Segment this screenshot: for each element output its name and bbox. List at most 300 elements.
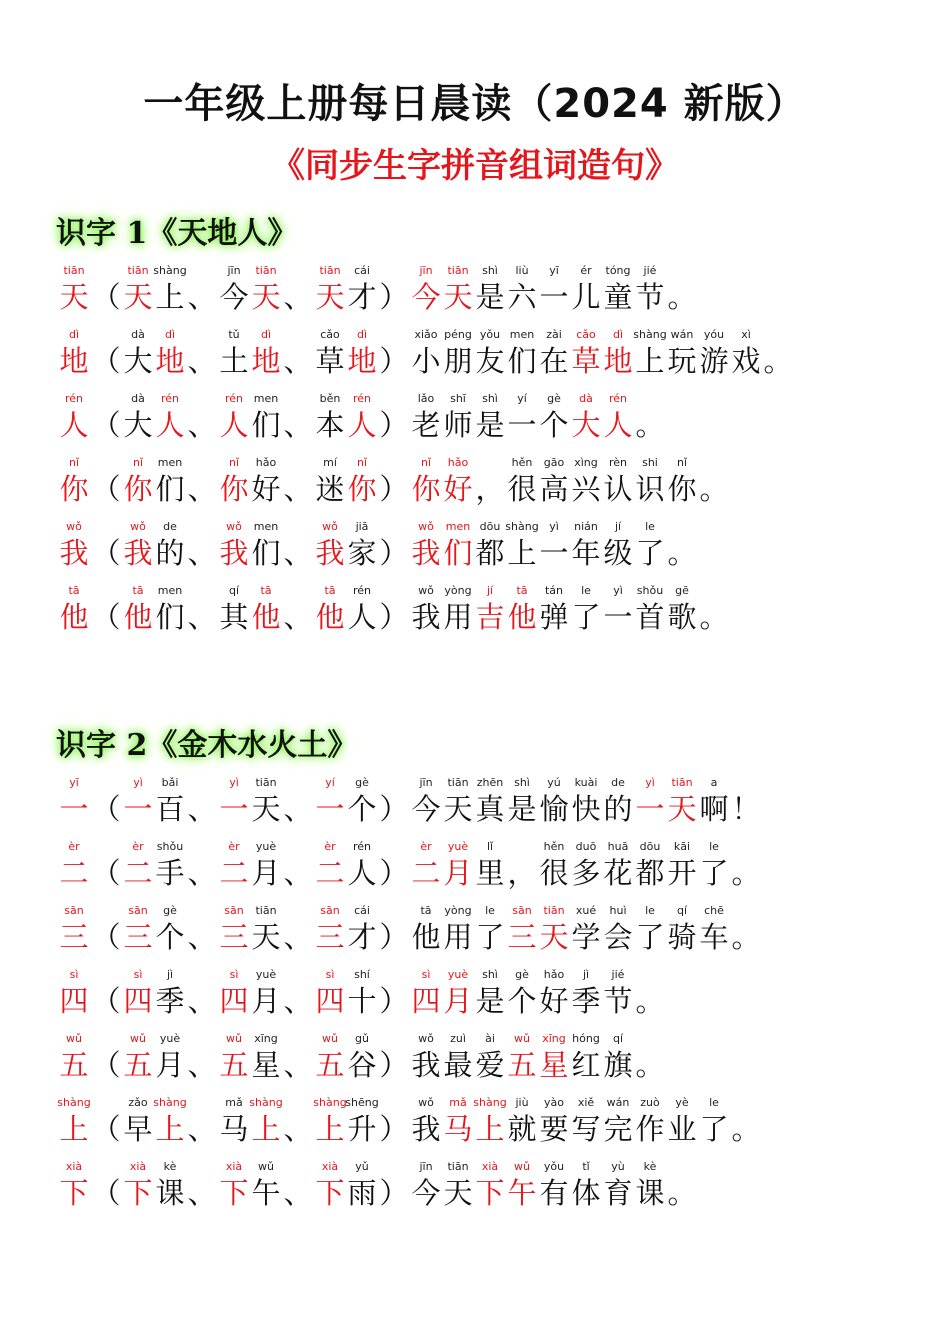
- highlighted-character: [58, 1158, 90, 1210]
- close-paren-mark: ）: [379, 536, 409, 570]
- pinyin: tiān: [543, 904, 565, 917]
- hanzi: 一: [539, 280, 569, 314]
- character: [346, 582, 378, 634]
- pinyin: gāo: [543, 456, 565, 469]
- hanzi: 们: [155, 472, 185, 506]
- pinyin: rén: [352, 840, 372, 853]
- pinyin: gè: [163, 904, 177, 917]
- hanzi: 二: [315, 856, 345, 890]
- vocab-line: [0, 1158, 950, 1222]
- character: [698, 1094, 730, 1146]
- character: [346, 902, 378, 954]
- hanzi: 下: [123, 1176, 153, 1210]
- hanzi: 三: [123, 920, 153, 954]
- open-paren-mark: （: [91, 1112, 121, 1146]
- pinyin: xià: [65, 1160, 83, 1173]
- highlighted-character: [58, 582, 90, 634]
- enum-comma-mark: 、: [187, 344, 217, 378]
- hanzi: 谷: [347, 1048, 377, 1082]
- hanzi: 天: [539, 920, 569, 954]
- open-paren-mark: （: [91, 408, 121, 442]
- enum-comma-mark: 、: [283, 920, 313, 954]
- pinyin: huì: [609, 904, 627, 917]
- pinyin: sì: [229, 968, 239, 981]
- pinyin: jié: [643, 264, 657, 277]
- enum-comma-mark: 、: [283, 408, 313, 442]
- pinyin: xīng: [254, 1032, 278, 1045]
- pinyin: wǒ: [418, 584, 434, 597]
- hanzi: 车: [699, 920, 729, 954]
- hanzi: 季: [571, 984, 601, 1018]
- hanzi: 人: [347, 408, 377, 442]
- hanzi: 其: [219, 600, 249, 634]
- hanzi: 戏: [731, 344, 761, 378]
- hanzi: 上: [155, 1112, 185, 1146]
- hanzi: 人: [219, 408, 249, 442]
- open-paren-mark: （: [91, 600, 121, 634]
- pinyin: rén: [160, 392, 180, 405]
- hanzi: 一: [315, 792, 345, 826]
- pinyin: shàng: [313, 1096, 347, 1109]
- pinyin: shàng: [473, 1096, 507, 1109]
- hanzi: 他: [507, 600, 537, 634]
- hanzi: 我: [315, 536, 345, 570]
- character: [346, 518, 378, 570]
- hanzi: 老: [411, 408, 441, 442]
- close-paren-mark: ）: [379, 280, 409, 314]
- hanzi: 上: [155, 280, 185, 314]
- pinyin: jīn: [419, 776, 433, 789]
- pinyin: gè: [355, 776, 369, 789]
- pinyin: men: [509, 328, 535, 341]
- hanzi: 了: [571, 600, 601, 634]
- pinyin: èr: [68, 840, 80, 853]
- hanzi: 五: [315, 1048, 345, 1082]
- pinyin: shàng: [57, 1096, 91, 1109]
- pinyin: rén: [608, 392, 628, 405]
- enum-comma-mark: 、: [283, 280, 313, 314]
- pinyin: cǎo: [576, 328, 596, 341]
- pinyin: zài: [546, 328, 562, 341]
- hanzi: 五: [219, 1048, 249, 1082]
- hanzi: 天: [251, 920, 281, 954]
- hanzi: 五: [59, 1048, 89, 1082]
- pinyin: xīng: [542, 1032, 566, 1045]
- hanzi: 上: [315, 1112, 345, 1146]
- vocab-line: [0, 838, 950, 902]
- character: [698, 774, 730, 826]
- pinyin: ér: [580, 264, 592, 277]
- hanzi: 你: [59, 472, 89, 506]
- hanzi: 地: [251, 344, 281, 378]
- hanzi: 地: [347, 344, 377, 378]
- pinyin: tiān: [447, 264, 469, 277]
- hanzi: 午: [251, 1176, 281, 1210]
- pinyin: wǔ: [226, 1032, 242, 1045]
- pinyin: xià: [481, 1160, 499, 1173]
- hanzi: 家: [347, 536, 377, 570]
- hanzi: 草: [571, 344, 601, 378]
- vocab-line: [0, 326, 950, 390]
- pinyin: gē: [675, 584, 689, 597]
- period-mark: 。: [667, 280, 697, 314]
- hanzi: 都: [475, 536, 505, 570]
- hanzi: 高: [539, 472, 569, 506]
- hanzi: 他: [251, 600, 281, 634]
- pinyin: jīn: [419, 1160, 433, 1173]
- pinyin: wǔ: [514, 1160, 530, 1173]
- pinyin: yì: [645, 776, 655, 789]
- pinyin: sān: [128, 904, 148, 917]
- hanzi: 游: [699, 344, 729, 378]
- pinyin: le: [709, 1096, 719, 1109]
- character: [250, 454, 282, 506]
- pinyin: shī: [450, 392, 466, 405]
- pinyin: shi: [642, 456, 658, 469]
- hanzi: 手: [155, 856, 185, 890]
- hanzi: 地: [59, 344, 89, 378]
- pinyin: èr: [132, 840, 144, 853]
- pinyin: hǎo: [255, 456, 277, 469]
- pinyin: nǐ: [132, 456, 144, 469]
- hanzi: 开: [667, 856, 697, 890]
- character: [154, 966, 186, 1018]
- pinyin: dì: [612, 328, 624, 341]
- character: [474, 838, 506, 890]
- hanzi: 作: [635, 1112, 665, 1146]
- pinyin: jì: [166, 968, 174, 981]
- hanzi: 儿: [571, 280, 601, 314]
- pinyin: wǔ: [322, 1032, 338, 1045]
- pinyin: lǎo: [417, 392, 435, 405]
- pinyin: yuè: [255, 968, 277, 981]
- hanzi: 上: [507, 536, 537, 570]
- pinyin: mí: [323, 456, 337, 469]
- hanzi: 年: [571, 536, 601, 570]
- pinyin: yòng: [444, 904, 472, 917]
- enum-comma-mark: 、: [187, 1112, 217, 1146]
- open-paren-mark: （: [91, 280, 121, 314]
- vocab-line: [0, 518, 950, 582]
- pinyin: yuè: [255, 840, 277, 853]
- pinyin: nǐ: [356, 456, 368, 469]
- pinyin: qí: [612, 1032, 624, 1045]
- pinyin: gè: [515, 968, 529, 981]
- pinyin: sān: [64, 904, 84, 917]
- hanzi: 用: [443, 600, 473, 634]
- enum-comma-mark: 、: [283, 536, 313, 570]
- hanzi: 他: [59, 600, 89, 634]
- pinyin: men: [157, 584, 183, 597]
- pinyin: zuì: [450, 1032, 466, 1045]
- pinyin: hěn: [511, 456, 533, 469]
- hanzi: 首: [635, 600, 665, 634]
- close-paren-mark: ）: [379, 1176, 409, 1210]
- highlighted-character: [58, 902, 90, 954]
- pinyin: kuài: [574, 776, 598, 789]
- hanzi: 们: [507, 344, 537, 378]
- hanzi: 今: [411, 792, 441, 826]
- pinyin: yú: [547, 776, 561, 789]
- hanzi: 才: [347, 920, 377, 954]
- pinyin: men: [445, 520, 471, 533]
- highlighted-character: [442, 454, 474, 506]
- pinyin: dì: [356, 328, 368, 341]
- period-mark: 。: [699, 600, 729, 634]
- pinyin: qí: [228, 584, 240, 597]
- pinyin: hǎo: [447, 456, 469, 469]
- hanzi: 学: [571, 920, 601, 954]
- period-mark: 。: [731, 920, 761, 954]
- pinyin: dì: [68, 328, 80, 341]
- pinyin: rén: [352, 584, 372, 597]
- enum-comma-mark: 、: [187, 280, 217, 314]
- hanzi: 骑: [667, 920, 697, 954]
- hanzi: 他: [315, 600, 345, 634]
- character: [154, 838, 186, 890]
- hanzi: 最: [443, 1048, 473, 1082]
- hanzi: 月: [251, 856, 281, 890]
- hanzi: 人: [347, 600, 377, 634]
- period-mark: 。: [731, 856, 761, 890]
- hanzi: 百: [155, 792, 185, 826]
- pinyin: shēng: [345, 1096, 379, 1109]
- pinyin: xià: [129, 1160, 147, 1173]
- pinyin: yí: [517, 392, 527, 405]
- pinyin: gè: [547, 392, 561, 405]
- pinyin: wǔ: [130, 1032, 146, 1045]
- hanzi: 都: [635, 856, 665, 890]
- pinyin: yòng: [444, 584, 472, 597]
- pinyin: shàng: [249, 1096, 283, 1109]
- page-subtitle: 《同步生字拼音组词造句》: [271, 146, 679, 186]
- pinyin: tóng: [605, 264, 631, 277]
- hanzi: 个: [347, 792, 377, 826]
- hanzi: 了: [635, 536, 665, 570]
- hanzi: 季: [155, 984, 185, 1018]
- character: [602, 966, 634, 1018]
- pinyin: shì: [482, 968, 498, 981]
- hanzi: 个: [507, 984, 537, 1018]
- character: [346, 838, 378, 890]
- pinyin: sān: [512, 904, 532, 917]
- pinyin: tiān: [255, 904, 277, 917]
- character: [602, 1030, 634, 1082]
- pinyin: shì: [482, 264, 498, 277]
- pinyin: tiān: [447, 1160, 469, 1173]
- pinyin: le: [709, 840, 719, 853]
- pinyin: gǔ: [355, 1032, 369, 1045]
- hanzi: 了: [699, 1112, 729, 1146]
- hanzi: 愉: [539, 792, 569, 826]
- hanzi: 很: [507, 472, 537, 506]
- hanzi: 五: [507, 1048, 537, 1082]
- pinyin: yào: [544, 1096, 564, 1109]
- highlighted-character: [346, 326, 378, 378]
- hanzi: 午: [507, 1176, 537, 1210]
- pinyin: běn: [319, 392, 341, 405]
- pinyin: yǔ: [355, 1160, 369, 1173]
- hanzi: 天: [123, 280, 153, 314]
- hanzi: 升: [347, 1112, 377, 1146]
- open-paren-mark: （: [91, 856, 121, 890]
- hanzi: 会: [603, 920, 633, 954]
- hanzi: 四: [411, 984, 441, 1018]
- open-paren-mark: （: [91, 1176, 121, 1210]
- hanzi: 大: [123, 344, 153, 378]
- period-mark: 。: [667, 536, 697, 570]
- hanzi: 我: [411, 536, 441, 570]
- pinyin: ài: [485, 1032, 495, 1045]
- open-paren-mark: （: [91, 984, 121, 1018]
- pinyin: dà: [131, 328, 145, 341]
- highlighted-character: [154, 326, 186, 378]
- hanzi: 朋: [443, 344, 473, 378]
- enum-comma-mark: 、: [187, 1176, 217, 1210]
- vocab-line: [0, 1030, 950, 1094]
- pinyin: dì: [260, 328, 272, 341]
- pinyin: yī: [549, 264, 559, 277]
- pinyin: wǔ: [66, 1032, 82, 1045]
- pinyin: chē: [704, 904, 724, 917]
- hanzi: 你: [123, 472, 153, 506]
- character: [250, 518, 282, 570]
- comma-mark: ，: [507, 856, 537, 890]
- pinyin: wǒ: [418, 520, 434, 533]
- hanzi: 节: [635, 280, 665, 314]
- hanzi: 马: [443, 1112, 473, 1146]
- character: [250, 902, 282, 954]
- pinyin: dà: [579, 392, 593, 405]
- hanzi: 弹: [539, 600, 569, 634]
- pinyin: kè: [163, 1160, 177, 1173]
- hanzi: 级: [603, 536, 633, 570]
- hanzi: 好: [539, 984, 569, 1018]
- period-mark: 。: [635, 408, 665, 442]
- hanzi: 节: [603, 984, 633, 1018]
- highlighted-character: [154, 390, 186, 442]
- hanzi: 童: [603, 280, 633, 314]
- hanzi: 一: [59, 792, 89, 826]
- enum-comma-mark: 、: [187, 536, 217, 570]
- pinyin: le: [581, 584, 591, 597]
- enum-comma-mark: 、: [187, 984, 217, 1018]
- pinyin: shàng: [153, 1096, 187, 1109]
- pinyin: yù: [611, 1160, 625, 1173]
- hanzi: 你: [219, 472, 249, 506]
- vocab-line: [0, 262, 950, 326]
- hanzi: 人: [155, 408, 185, 442]
- highlighted-character: [250, 262, 282, 314]
- pinyin: dōu: [639, 840, 661, 853]
- section-1-rows: [0, 262, 950, 646]
- character: [154, 774, 186, 826]
- pinyin: èr: [324, 840, 336, 853]
- close-paren-mark: ）: [379, 1112, 409, 1146]
- hanzi: 是: [507, 792, 537, 826]
- highlighted-character: [58, 262, 90, 314]
- pinyin: tā: [68, 584, 80, 597]
- close-paren-mark: ）: [379, 856, 409, 890]
- hanzi: 天: [251, 280, 281, 314]
- highlighted-character: [58, 390, 90, 442]
- pinyin: xué: [575, 904, 597, 917]
- hanzi: 下: [59, 1176, 89, 1210]
- pinyin: wǒ: [418, 1096, 434, 1109]
- character: [346, 262, 378, 314]
- close-paren-mark: ）: [379, 984, 409, 1018]
- hanzi: 用: [443, 920, 473, 954]
- hanzi: 我: [411, 600, 441, 634]
- open-paren-mark: （: [91, 344, 121, 378]
- pinyin: xiǎo: [414, 328, 438, 341]
- hanzi: 今: [219, 280, 249, 314]
- pinyin: nián: [574, 520, 598, 533]
- open-paren-mark: （: [91, 792, 121, 826]
- hanzi: 二: [59, 856, 89, 890]
- hanzi: 个: [539, 408, 569, 442]
- pinyin: shǒu: [636, 584, 664, 597]
- hanzi: 你: [411, 472, 441, 506]
- hanzi: 认: [603, 472, 633, 506]
- pinyin: yuè: [447, 968, 469, 981]
- pinyin: yǒu: [543, 1160, 565, 1173]
- vocab-line: [0, 1094, 950, 1158]
- hanzi: 啊: [699, 792, 729, 826]
- hanzi: 是: [475, 408, 505, 442]
- character: [346, 1030, 378, 1082]
- character: [346, 1094, 378, 1146]
- hanzi: 我: [59, 536, 89, 570]
- pinyin: kè: [643, 1160, 657, 1173]
- pinyin: dì: [164, 328, 176, 341]
- hanzi: 了: [699, 856, 729, 890]
- period-mark: 。: [699, 472, 729, 506]
- hanzi: 雨: [347, 1176, 377, 1210]
- character: [698, 902, 730, 954]
- hanzi: 人: [603, 408, 633, 442]
- pinyin: sì: [133, 968, 143, 981]
- hanzi: 六: [507, 280, 537, 314]
- enum-comma-mark: 、: [187, 920, 217, 954]
- character: [666, 582, 698, 634]
- close-paren-mark: ）: [379, 472, 409, 506]
- pinyin: wán: [606, 1096, 630, 1109]
- pinyin: nǐ: [676, 456, 688, 469]
- hanzi: 我: [123, 536, 153, 570]
- hanzi: 们: [251, 408, 281, 442]
- highlighted-character: [250, 1094, 282, 1146]
- hanzi: 才: [347, 280, 377, 314]
- highlighted-character: [58, 838, 90, 890]
- pinyin: le: [645, 904, 655, 917]
- hanzi: 歌: [667, 600, 697, 634]
- pinyin: le: [645, 520, 655, 533]
- hanzi: 今: [411, 1176, 441, 1210]
- hanzi: 里: [475, 856, 505, 890]
- close-paren-mark: ）: [379, 1048, 409, 1082]
- hanzi: 们: [155, 600, 185, 634]
- hanzi: 写: [571, 1112, 601, 1146]
- hanzi: 的: [155, 536, 185, 570]
- pinyin: tā: [132, 584, 144, 597]
- pinyin: rén: [224, 392, 244, 405]
- close-paren-mark: ）: [379, 344, 409, 378]
- hanzi: 花: [603, 856, 633, 890]
- section-heading-1: 识字 1《天地人》: [56, 216, 298, 251]
- hanzi: 真: [475, 792, 505, 826]
- hanzi: 人: [347, 856, 377, 890]
